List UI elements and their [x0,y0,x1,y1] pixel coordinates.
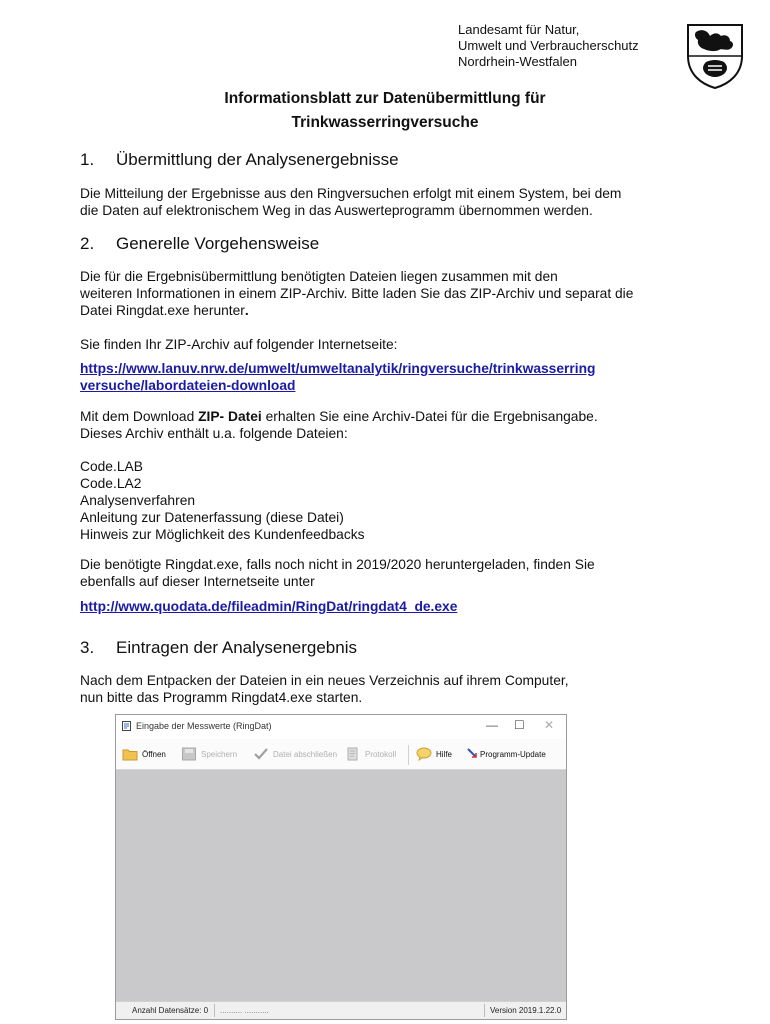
folder-icon [122,747,138,761]
org-line-2: Umwelt und Verbraucherschutz [458,38,639,53]
window-title: Eingabe der Messwerte (RingDat) [136,721,272,731]
s2-p4-line-1: Die benötigte Ringdat.exe, falls noch nicht in 2019/2020 heruntergeladen, finden Sie [80,557,595,572]
open-button[interactable] [122,745,166,763]
close-button[interactable]: ✕ [544,718,555,732]
toolbar [116,739,566,770]
help-bubble-icon [416,747,432,761]
section-2-number: 2. [80,234,95,253]
link1-line-1[interactable]: https://www.lanuv.nrw.de/umwelt/umweltanalytik/ringversuche/trinkwasserring [80,361,596,376]
file-list [80,458,365,543]
section-2-paragraph-4 [80,556,595,590]
section-2-paragraph-1 [80,268,633,319]
s2-p3-zip-bold: ZIP- Datei [198,409,262,424]
s2-p4-line-2: ebenfalls auf dieser Internetseite unter [80,574,315,589]
section-1-line-1: Die Mitteilung der Ergebnisse aus den Ringversuchen erfolgt mit einem System, bei dem [80,186,622,201]
s3-line-1: Nach dem Entpacken der Dateien in ein neues Verzeichnis auf ihrem Computer, [80,673,569,688]
file-list-item: Anleitung zur Datenerfassung (diese Datei) [80,510,344,525]
labordateien-download-link[interactable] [80,360,595,394]
section-3-text [80,672,569,706]
document-title-line-2: Trinkwasserringversuche [291,114,479,131]
status-separator [484,1004,485,1017]
section-3-heading [80,638,357,658]
program-update-label: Programm-Update [480,749,546,759]
status-bar [116,1001,566,1019]
app-icon [122,721,131,731]
s2-p3-line-2: Dieses Archiv enthält u.a. folgende Dateien: [80,426,348,441]
document-title-line-1: Informationsblatt zur Datenübermittlung für [224,90,546,107]
save-button[interactable] [181,745,237,763]
window-title-bar [116,715,566,739]
version-label: Version 2019.1.22.0 [490,1006,562,1015]
s3-line-2: nun bitte das Programm Ringdat4.exe starten. [80,690,363,705]
section-2-title: Generelle Vorgehensweise [116,234,320,253]
file-list-item: Hinweis zur Möglichkeit des Kundenfeedbacks [80,527,365,542]
protocol-label: Protokoll [365,749,397,759]
section-2-heading [80,234,319,254]
checkmark-icon [253,747,269,761]
program-update-button[interactable] [466,745,546,763]
minimize-button[interactable]: — [486,718,498,732]
section-2-paragraph-3 [80,408,598,442]
help-button[interactable] [416,745,452,763]
section-3-title: Eintragen der Analysenergebnis [116,638,357,657]
file-list-item: Code.LAB [80,459,143,474]
section-1-line-2: die Daten auf elektronischem Weg in das Auswerteprogramm übernommen werden. [80,203,593,218]
save-label: Speichern [201,749,238,759]
file-list-item: Analysenverfahren [80,493,196,508]
section-1-title: Übermittlung der Analysenergebnisse [116,150,399,169]
toolbar-separator [408,745,409,765]
section-1-text [80,185,621,219]
status-placeholder: .......... ........... [220,1006,269,1015]
nrw-coat-of-arms-icon [684,22,746,90]
section-1-number: 1. [80,150,95,169]
finish-file-label: Datei abschließen [273,749,338,759]
s2-p1-line-1: Die für die Ergebnisübermittlung benötigten Dateien liegen zusammen mit den [80,269,558,284]
file-list-item: Code.LA2 [80,476,142,491]
s2-p1-period: . [244,303,249,318]
ringdat-download-link[interactable]: http://www.quodata.de/fileadmin/RingDat/ringdat4_de.exe [80,599,458,614]
org-line-1: Landesamt für Natur, [458,22,580,37]
section-1-heading [80,150,399,170]
maximize-button[interactable]: ☐ [514,718,525,732]
section-3-number: 3. [80,638,95,657]
help-label: Hilfe [436,749,453,759]
save-disk-icon [181,747,197,761]
window-content-area [116,770,566,1002]
open-label: Öffnen [142,749,166,759]
s2-p1-line-2: weiteren Informationen in einem ZIP-Archiv. Bitte laden Sie das ZIP-Archiv und separat die [80,286,634,301]
protocol-button[interactable] [345,745,396,763]
organization-name [458,22,639,70]
link1-line-2[interactable]: versuche/labordateien-download [80,378,296,393]
update-arrow-icon [466,747,478,761]
ringdat-window-screenshot [115,714,567,1020]
org-line-3: Nordrhein-Westfalen [458,54,577,69]
document-icon [345,747,361,761]
s2-paragraph-2: Sie finden Ihr ZIP-Archiv auf folgender Internetseite: [80,337,398,352]
s2-p3-text-b: erhalten Sie eine Archiv-Datei für die Ergebnisangabe. [261,409,598,424]
s2-p3-text-a: Mit dem Download [80,409,199,424]
record-count: Anzahl Datensätze: 0 [132,1006,209,1015]
s2-p1-line-3: Datei Ringdat.exe herunter [80,303,245,318]
finish-file-button[interactable] [253,745,337,763]
status-separator [214,1004,215,1017]
